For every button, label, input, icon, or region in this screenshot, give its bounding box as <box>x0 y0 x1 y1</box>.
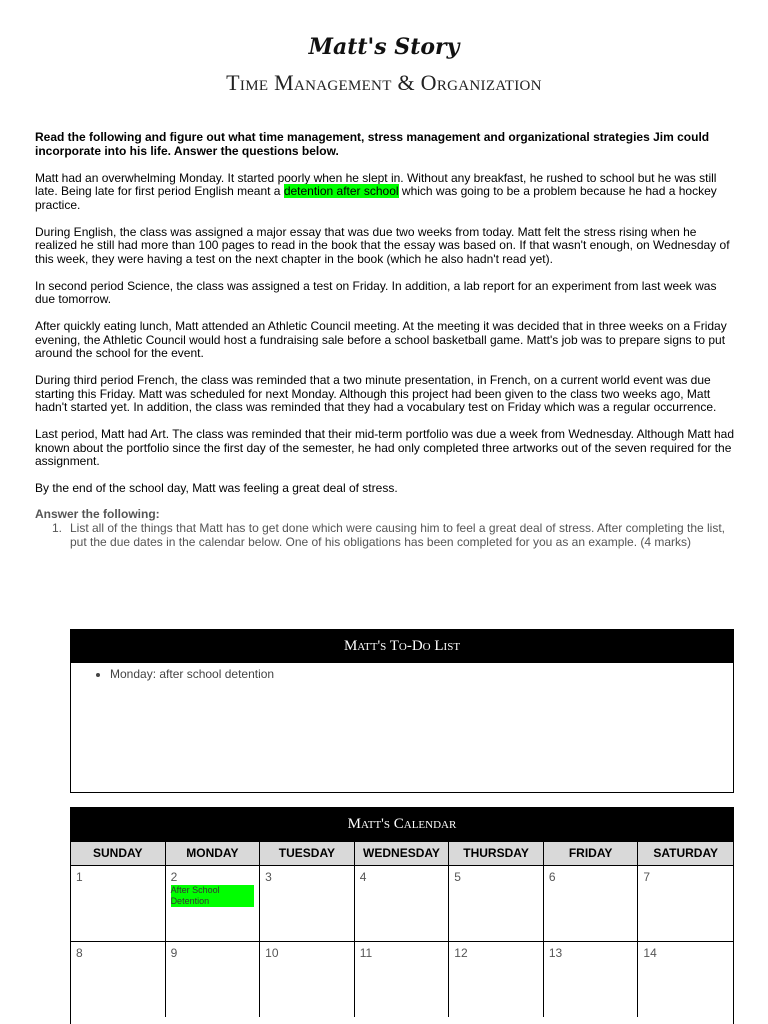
date-number: 4 <box>359 870 367 884</box>
calendar-cell[interactable] <box>260 865 355 941</box>
day-header-friday: FRIDAY <box>544 841 639 865</box>
questions-section <box>35 507 735 549</box>
story-text: which was going to be a problem because he had a hockey practice. <box>35 184 717 212</box>
calendar-cell[interactable] <box>355 941 450 1017</box>
calendar-cell[interactable] <box>638 941 733 1017</box>
date-number: 14 <box>643 946 657 960</box>
date-number: 6 <box>548 870 556 884</box>
highlighted-text: detention after school <box>283 184 399 198</box>
story-text: Matt had an overwhelming Monday. It started poorly when he slept in. Without any breakfast, he rushed to school but he was still late. Being late for first period English meant a <box>35 170 717 198</box>
date-number: 7 <box>643 870 651 884</box>
date-number: 10 <box>265 946 279 960</box>
story-paragraph-6: Last period, Matt had Art. The class was reminded that their mid-term portfolio was due a week from Wednesday. Although Matt had known about the portfolio since the first day of the semester, he had only completed three artworks out of the seven required for the assignment. <box>35 427 735 468</box>
story-paragraph-7: By the end of the school day, Matt was feeling a great deal of stress. <box>35 481 398 495</box>
calendar-cell[interactable] <box>166 941 261 1017</box>
date-number: 1 <box>76 870 83 884</box>
date-number: 5 <box>454 870 461 884</box>
todo-list <box>71 667 733 681</box>
date-number: 9 <box>170 946 178 960</box>
todo-list-box <box>70 629 734 793</box>
date-number: 2 <box>170 870 178 884</box>
questions-heading: Answer the following: <box>35 507 160 521</box>
calendar-title: Matt's Calendar <box>71 808 733 841</box>
calendar-cell[interactable] <box>260 941 355 1017</box>
day-header-monday: MONDAY <box>166 841 261 865</box>
page-subtitle: Time Management & Organization <box>226 70 542 95</box>
story-paragraph-3: In second period Science, the class was assigned a test on Friday. In addition, a lab report for an experiment from last week was due tomorrow. <box>35 278 717 306</box>
question-number: 1. <box>52 521 63 535</box>
calendar-cell[interactable] <box>544 865 639 941</box>
page-title: Matt's Story <box>308 34 460 60</box>
calendar-event: After School Detention <box>171 885 255 907</box>
story-content <box>35 131 735 509</box>
calendar-box <box>70 807 734 1024</box>
day-header-thursday: THURSDAY <box>449 841 544 865</box>
calendar-cell[interactable] <box>449 865 544 941</box>
day-header-tuesday: TUESDAY <box>260 841 355 865</box>
calendar-cell[interactable] <box>166 865 261 941</box>
day-header-saturday: SATURDAY <box>638 841 733 865</box>
question-item <box>52 521 735 549</box>
date-number: 3 <box>265 870 272 884</box>
story-paragraph-2: During English, the class was assigned a major essay that was due two weeks from today. Matt felt the stress rising when he realized he still had more than 100 pages to read in the book that the essay was based on. If that wasn't enough, on Wednesday of this week, they were having a test on the next chapter in the book (which he also hadn't read yet). <box>35 224 730 266</box>
date-number: 11 <box>359 946 373 960</box>
calendar-cell[interactable] <box>638 865 733 941</box>
day-header-sunday: SUNDAY <box>71 841 166 865</box>
day-header-wednesday: WEDNESDAY <box>355 841 450 865</box>
calendar-cell[interactable] <box>355 865 450 941</box>
calendar-cell[interactable] <box>544 941 639 1017</box>
calendar-cell[interactable] <box>71 865 166 941</box>
story-paragraph-5: During third period French, the class was reminded that a two minute presentation, in French, on a current world event was due starting this Friday. Matt was scheduled for next Monday. Although this project had been given to the class two weeks ago, Matt hadn't started yet. In addition, the class was reminded that they had a vocabulary test on Friday which was a regular occurrence. <box>35 373 717 414</box>
story-paragraph-4: After quickly eating lunch, Matt attended an Athletic Council meeting. At the meeting it was decided that in three weeks on a Friday evening, the Athletic Council would host a fundraising sale before a school basketball game. Matt's job was to prepare signs to put around the school for the event. <box>35 319 727 360</box>
todo-item: • Monday: after school detention <box>110 667 733 681</box>
date-number: 12 <box>454 946 468 960</box>
calendar-grid <box>71 841 733 1017</box>
calendar-cell[interactable] <box>71 941 166 1017</box>
story-paragraph-1 <box>35 172 735 213</box>
instructions: Read the following and figure out what time management, stress management and organizational strategies Jim could incorporate into his life. Answer the questions below. <box>35 130 710 158</box>
todo-title: Matt's To-Do List <box>71 630 733 663</box>
calendar-cell[interactable] <box>449 941 544 1017</box>
date-number: 8 <box>76 946 83 960</box>
question-text: List all of the things that Matt has to get done which were causing him to feel a great deal of stress. After completing the list, put the due dates in the calendar below. One of his obligations has been completed for you as an example. (4 marks) <box>70 521 726 549</box>
date-number: 13 <box>548 946 563 960</box>
